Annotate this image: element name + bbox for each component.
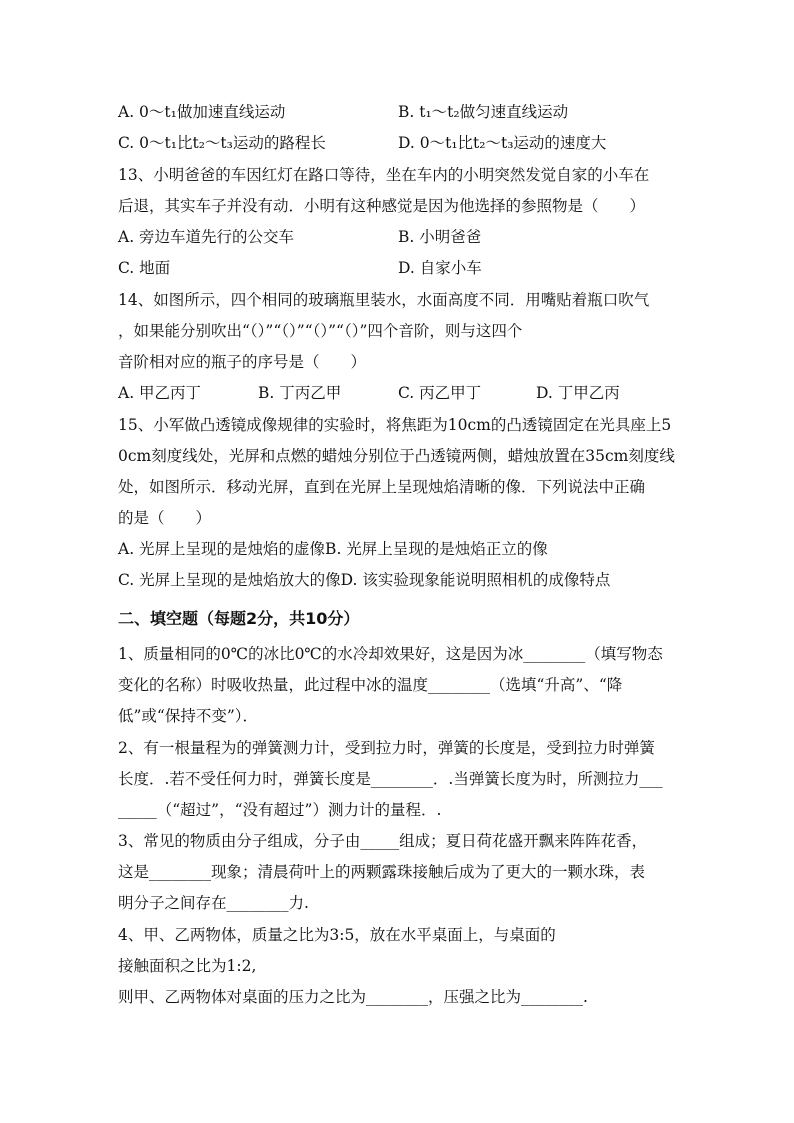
question-text: 3、常见的物质由分子组成，分子由_____组成；夏日荷花盛开飘来阵阵花香， xyxy=(118,832,648,850)
question-text: 低”或“保持不变”）． xyxy=(118,707,259,725)
question-text: _____（“超过”，“没有超过”）测力计的量程．. xyxy=(118,801,442,819)
question-text: 则甲、乙两物体对桌面的压力之比为________，压强之比为________. xyxy=(118,988,588,1006)
question-text: 明分子之间存在________力. xyxy=(118,894,309,912)
question-text: 4、甲、乙两物体，质量之比为3:5，放在水平桌面上，与桌面的 xyxy=(118,926,556,944)
question-text: 长度．.若不受任何力时，弹簧长度是________．.当弹簧长度为时，所测拉力___ xyxy=(118,770,663,788)
question-text: 音阶相对应的瓶子的序号是（ ） xyxy=(118,353,367,371)
option-a: A. 旁边车道先行的公交车 xyxy=(118,228,295,246)
option-d: D. 0～t₁比t₂～t₃运动的速度大 xyxy=(398,134,607,152)
question-text: 13、小明爸爸的车因红灯在路口等待，坐在车内的小明突然发觉自家的小车在 xyxy=(118,166,650,184)
question-text: 变化的名称）时吸收热量，此过程中冰的温度________（选填“升高”、“降 xyxy=(118,676,623,694)
option-c: C. 地面 xyxy=(118,259,171,277)
question-text: 14、如图所示，四个相同的玻璃瓶里装水，水面高度不同．用嘴贴着瓶口吹气 xyxy=(118,291,650,309)
question-text: ，如果能分别吹出“（）”“（）”“（）”“（）”四个音阶，则与这四个 xyxy=(118,322,523,340)
question-text: 这是________现象；清晨荷叶上的两颗露珠接触后成为了更大的一颗水珠，表 xyxy=(118,863,646,881)
question-text: 处，如图所示．移动光屏，直到在光屏上呈现烛焰清晰的像．下列说法中正确 xyxy=(118,478,646,496)
question-text: 后退，其实车子并没有动．小明有这种感觉是因为他选择的参照物是（ ） xyxy=(118,197,646,215)
option-d: D. 丁甲乙丙 xyxy=(536,384,620,402)
question-text: 0cm刻度线处，光屏和点燃的蜡烛分别位于凸透镜两侧，蜡烛放置在35cm刻度线 xyxy=(118,447,675,465)
option-c: C. 0～t₁比t₂～t₃运动的路程长 xyxy=(118,134,326,152)
question-text: 接触面积之比为1:2, xyxy=(118,957,257,975)
options-ab: A. 光屏上呈现的是烛焰的虚像B. 光屏上呈现的是烛焰正立的像 xyxy=(118,540,548,558)
section-heading: 二、填空题（每题2分，共10分） xyxy=(118,609,360,628)
options-cd: C. 光屏上呈现的是烛焰放大的像D. 该实验现象能说明照相机的成像特点 xyxy=(118,571,611,589)
question-text: 15、小军做凸透镜成像规律的实验时，将焦距为10cm的凸透镜固定在光具座上5 xyxy=(118,416,672,434)
option-b: B. t₁～t₂做匀速直线运动 xyxy=(398,103,569,121)
question-text: 2、有一根量程为的弹簧测力计，受到拉力时，弹簧的长度是，受到拉力时弹簧 xyxy=(118,739,655,757)
option-a: A. 0～t₁做加速直线运动 xyxy=(118,103,286,121)
question-text: 1、质量相同的0℃的冰比0℃的水冷却效果好，这是因为冰________（填写物态 xyxy=(118,645,663,663)
option-a: A. 甲乙丙丁 xyxy=(118,384,202,402)
option-b: B. 丁丙乙甲 xyxy=(258,384,342,402)
question-text: 的是（ ） xyxy=(118,509,212,527)
option-b: B. 小明爸爸 xyxy=(398,228,482,246)
option-c: C. 丙乙甲丁 xyxy=(398,384,482,402)
option-d: D. 自家小车 xyxy=(398,259,482,277)
